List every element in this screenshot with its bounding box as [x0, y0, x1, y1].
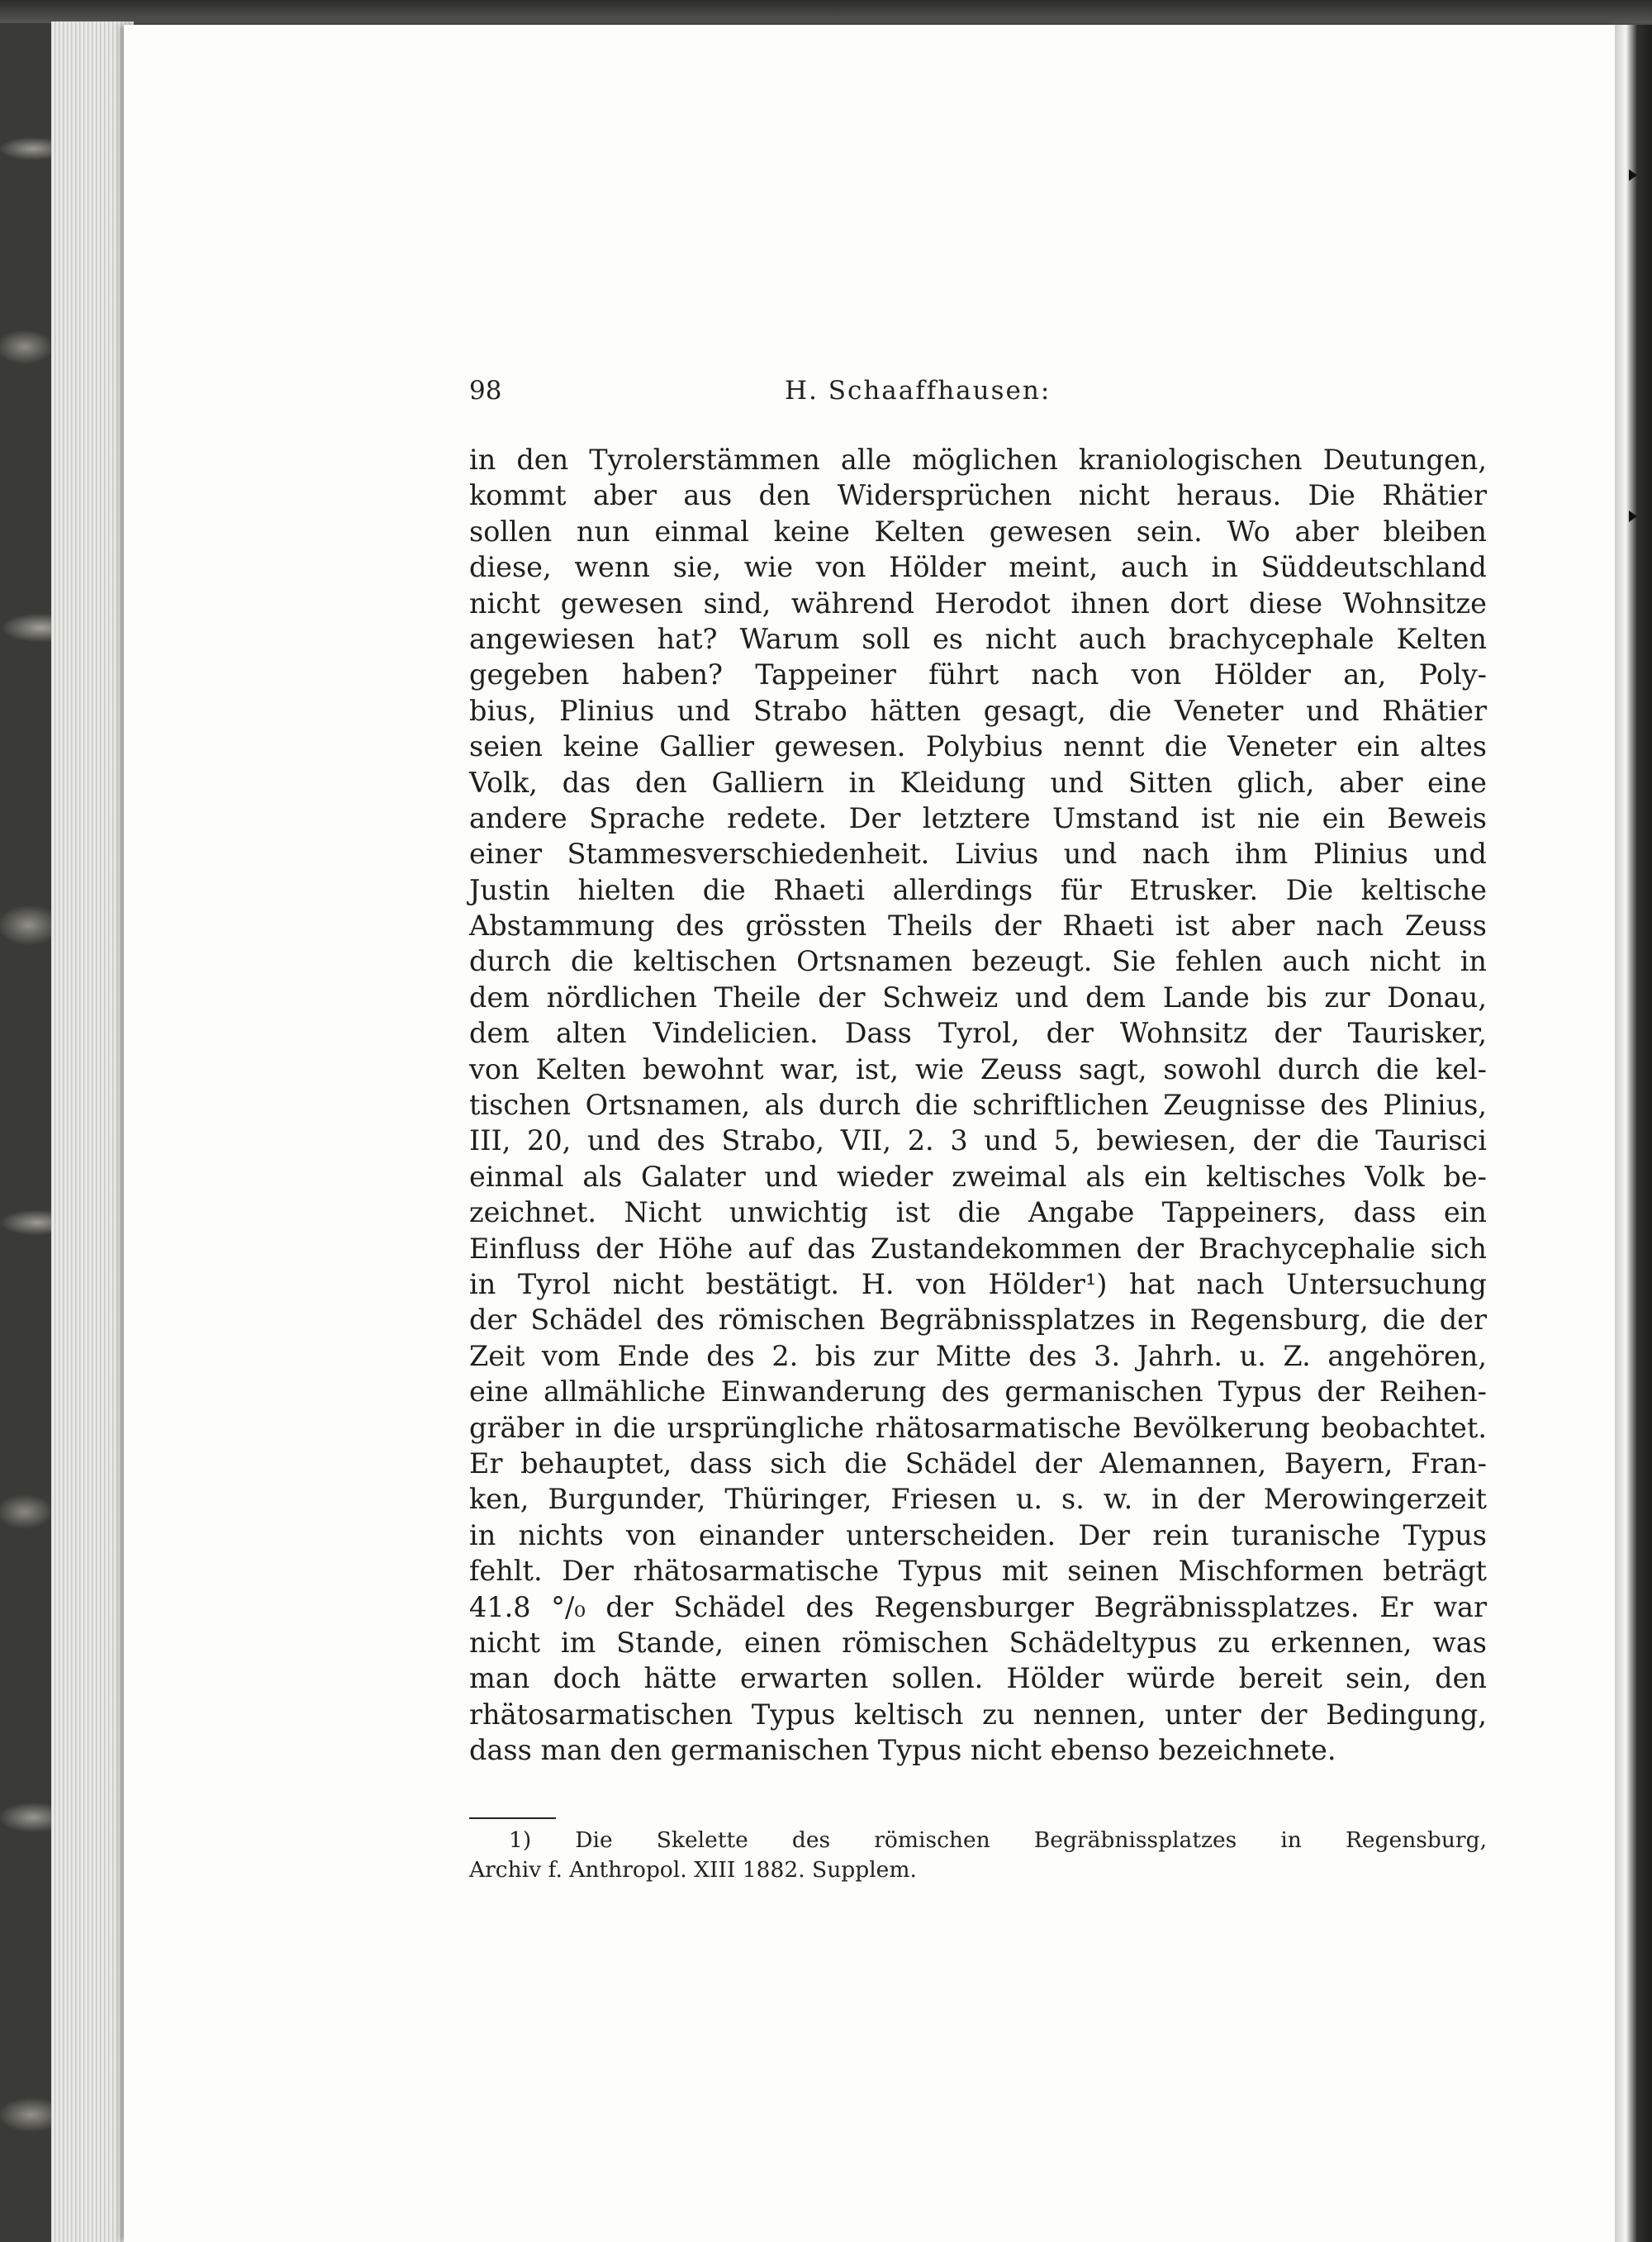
- text-line: man doch hätte erwarten sollen. Hölder würde bereit sein, den: [469, 1662, 1487, 1695]
- text-line: Einfluss der Höhe auf das Zustandekommen der Brachycephalie sich: [469, 1232, 1487, 1265]
- running-head: H. Schaaffhausen:: [785, 376, 1051, 406]
- text-line: angewiesen hat? Warum soll es nicht auch brachycephale Kelten: [469, 622, 1487, 655]
- page-stack-edge: [51, 21, 134, 2242]
- text-line: dem nördlichen Theile der Schweiz und dem Lande bis zur Donau,: [469, 981, 1487, 1014]
- page-number: 98: [469, 376, 502, 406]
- text-line: nicht gewesen sind, während Herodot ihnen dort diese Wohnsitze: [469, 587, 1487, 620]
- text-line: durch die keltischen Ortsnamen bezeugt. Sie fehlen auch nicht in: [469, 945, 1487, 978]
- text-line: Justin hielten die Rhaeti allerdings für Etrusker. Die keltische: [469, 873, 1487, 906]
- footnote: [469, 1826, 1487, 1885]
- text-line: Volk, das den Galliern in Kleidung und Sitten glich, aber eine: [469, 766, 1487, 799]
- book-page: [124, 25, 1615, 2242]
- text-line: bius, Plinius und Strabo hätten gesagt, die Veneter und Rhätier: [469, 694, 1487, 727]
- text-line: Zeit vom Ende des 2. bis zur Mitte des 3. Jahrh. u. Z. angehören,: [469, 1339, 1487, 1372]
- text-line: kommt aber aus den Widersprüchen nicht heraus. Die Rhätier: [469, 479, 1487, 512]
- text-line: sollen nun einmal keine Kelten gewesen sein. Wo aber bleiben: [469, 515, 1487, 548]
- text-line: von Kelten bewohnt war, ist, wie Zeuss sagt, sowohl durch die kel-: [469, 1052, 1487, 1085]
- text-line: nicht im Stande, einen römischen Schädeltypus zu erkennen, was: [469, 1626, 1487, 1659]
- text-line: dem alten Vindelicien. Dass Tyrol, der Wohnsitz der Taurisker,: [469, 1017, 1487, 1050]
- text-line: seien keine Gallier gewesen. Polybius nennt die Veneter ein altes: [469, 730, 1487, 763]
- text-line: einmal als Galater und wieder zweimal als ein keltisches Volk be-: [469, 1160, 1487, 1193]
- text-line: eine allmähliche Einwanderung des germanischen Typus der Reihen-: [469, 1375, 1487, 1408]
- text-line: rhätosarmatischen Typus keltisch zu nennen, unter der Bedingung,: [469, 1698, 1487, 1731]
- text-line: einer Stammesverschiedenheit. Livius und nach ihm Plinius und: [469, 838, 1487, 871]
- footnote-line: 1) Die Skelette des römischen Begräbnissplatzes in Regensburg,: [509, 1827, 1487, 1853]
- text-line: III, 20, und des Strabo, VII, 2. 3 und 5, bewiesen, der die Taurisci: [469, 1124, 1487, 1157]
- page-gutter-edge: [1615, 25, 1652, 2242]
- text-line: in Tyrol nicht bestätigt. H. von Hölder¹) hat nach Untersuchung: [469, 1267, 1487, 1300]
- text-line: in den Tyrolerstämmen alle möglichen kraniologischen Deutungen,: [469, 444, 1487, 476]
- text-line: tischen Ortsnamen, als durch die schriftlichen Zeugnisse des Plinius,: [469, 1089, 1487, 1122]
- text-line: diese, wenn sie, wie von Hölder meint, auch in Süddeutschland: [469, 551, 1487, 584]
- text-line: Abstammung des grössten Theils der Rhaeti ist aber nach Zeuss: [469, 910, 1487, 943]
- page-header: [124, 376, 1615, 417]
- text-line: gegeben haben? Tappeiner führt nach von Hölder an, Poly-: [469, 658, 1487, 691]
- text-line: in nichts von einander unterscheiden. Der rein turanische Typus: [469, 1518, 1487, 1551]
- text-line: gräber in die ursprüngliche rhätosarmatische Bevölkerung beobachtet.: [469, 1411, 1487, 1444]
- scan-top-edge: [0, 0, 1652, 23]
- text-line: dass man den germanischen Typus nicht ebenso bezeichnete.: [469, 1734, 1336, 1767]
- text-line: zeichnet. Nicht unwichtig ist die Angabe Tappeiners, dass ein: [469, 1196, 1487, 1229]
- footnote-rule: [469, 1817, 556, 1819]
- text-line: Er behauptet, dass sich die Schädel der Alemannen, Bayern, Fran-: [469, 1446, 1487, 1480]
- body-text: [469, 442, 1487, 1768]
- text-line: fehlt. Der rhätosarmatische Typus mit seinen Mischformen beträgt: [469, 1555, 1487, 1588]
- text-line: der Schädel des römischen Begräbnissplatzes in Regensburg, die der: [469, 1304, 1487, 1337]
- text-line: andere Sprache redete. Der letztere Umstand ist nie ein Beweis: [469, 801, 1487, 834]
- footnote-line: Archiv f. Anthropol. XIII 1882. Supplem.: [469, 1857, 917, 1883]
- text-line: 41.8 °/₀ der Schädel des Regensburger Begräbnissplatzes. Er war: [469, 1590, 1487, 1623]
- text-line: ken, Burgunder, Thüringer, Friesen u. s. w. in der Merowingerzeit: [469, 1483, 1487, 1516]
